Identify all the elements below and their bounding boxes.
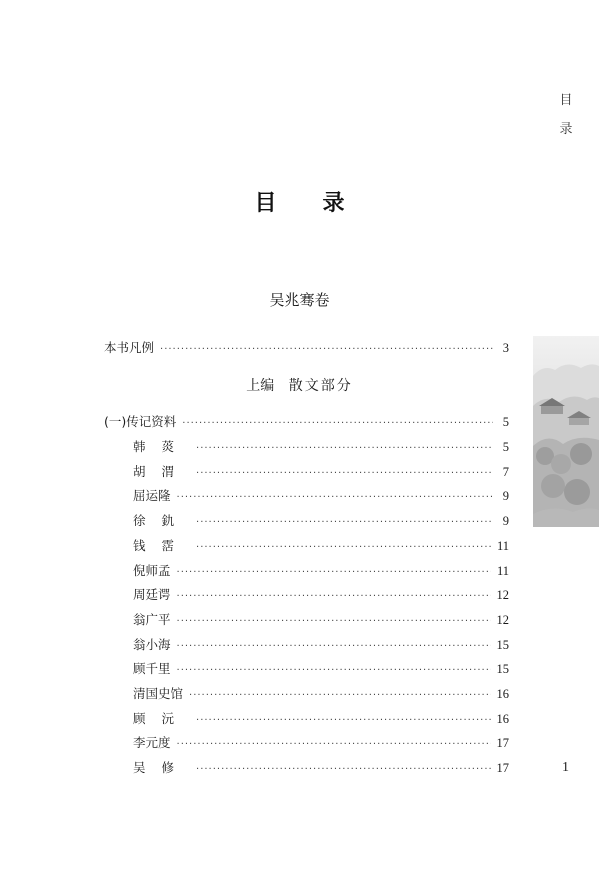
toc-entry-page: 7	[502, 464, 509, 479]
toc-entry[interactable]	[133, 585, 509, 605]
leader-dots	[182, 418, 493, 429]
section-subtitle: 散文部分	[288, 378, 353, 394]
toc-entry-page: 17	[496, 761, 509, 776]
toc-entry-page: 15	[496, 637, 509, 652]
toc-entry-label: 清国史馆	[133, 686, 184, 701]
running-header	[558, 94, 574, 136]
leader-dots	[196, 542, 491, 553]
toc-entry[interactable]	[133, 733, 509, 753]
toc-entry-page: 9	[502, 489, 509, 504]
toc-entry[interactable]	[133, 684, 509, 704]
toc-entry-label: 韩菼	[133, 439, 191, 454]
leader-dots	[196, 468, 493, 479]
toc-entry[interactable]	[133, 511, 509, 531]
toc-entry-label: 李元度	[133, 735, 171, 751]
toc-entry[interactable]	[133, 561, 509, 581]
toc-category-page: 5	[502, 415, 509, 429]
leader-dots	[189, 690, 490, 701]
leader-dots	[160, 344, 493, 355]
toc-entry-label: 吴修	[133, 760, 191, 776]
landscape-painting	[533, 336, 599, 527]
leader-dots	[177, 641, 491, 652]
toc-entry[interactable]	[133, 462, 509, 482]
leader-dots	[177, 567, 491, 578]
landscape-painting-art	[533, 336, 599, 527]
leader-dots	[177, 616, 491, 627]
toc-entry-page: 16	[496, 711, 509, 726]
toc-entry[interactable]	[133, 659, 509, 679]
toc-entry-label: 胡渭	[133, 463, 191, 479]
toc-entry[interactable]	[133, 635, 509, 655]
toc-entry-label: 顾千里	[133, 661, 171, 677]
leader-dots	[196, 715, 490, 726]
toc-entry[interactable]	[133, 486, 509, 506]
page-title: 目录	[254, 190, 391, 216]
toc-entry[interactable]	[133, 610, 509, 630]
toc-entry-label: 周廷谔	[133, 587, 171, 603]
toc-entry-label: 本书凡例	[104, 340, 155, 355]
toc-category[interactable]	[104, 412, 509, 432]
toc-entry[interactable]	[133, 536, 509, 556]
toc-entry-page: 16	[496, 687, 509, 701]
section-label: 上编	[246, 378, 275, 394]
toc-entry[interactable]	[133, 709, 509, 729]
toc-entry-label: 顾沅	[133, 710, 191, 726]
leader-dots	[177, 492, 493, 503]
toc-entry-page: 17	[496, 736, 509, 751]
toc-entry-page: 11	[496, 538, 509, 553]
leader-dots	[177, 591, 491, 602]
running-header-char-1: 目	[559, 93, 573, 108]
leader-dots	[196, 517, 493, 528]
toc-entry-page: 15	[496, 662, 509, 677]
section-heading	[0, 375, 599, 395]
toc-entry-page: 3	[502, 341, 509, 355]
toc-entry-page: 11	[496, 563, 509, 578]
toc-entry[interactable]	[133, 758, 509, 778]
toc-entry-label: 屈运隆	[133, 488, 171, 504]
leader-dots	[196, 764, 490, 775]
page-number: 1	[562, 760, 569, 775]
toc-entry-page: 9	[502, 514, 509, 529]
toc-entry-label: 翁小海	[133, 636, 171, 652]
toc-entry-page: 12	[496, 588, 509, 603]
toc-entry-label: 徐釚	[133, 513, 191, 529]
leader-dots	[177, 665, 491, 676]
toc-category-label: (一)传记资料	[104, 414, 177, 429]
leader-dots	[177, 739, 491, 750]
toc-entry-front[interactable]	[104, 338, 509, 358]
running-header-char-2: 录	[559, 122, 573, 137]
book-title: 吴兆骞卷	[269, 291, 330, 309]
toc-entry-label: 钱霑	[133, 537, 191, 553]
toc-entry-label: 翁广平	[133, 611, 171, 627]
toc-entry-page: 5	[502, 440, 509, 454]
toc-entry-label: 倪师孟	[133, 562, 171, 578]
toc-entry-page: 12	[496, 612, 509, 627]
toc-entry[interactable]	[133, 437, 509, 457]
leader-dots	[196, 443, 493, 454]
